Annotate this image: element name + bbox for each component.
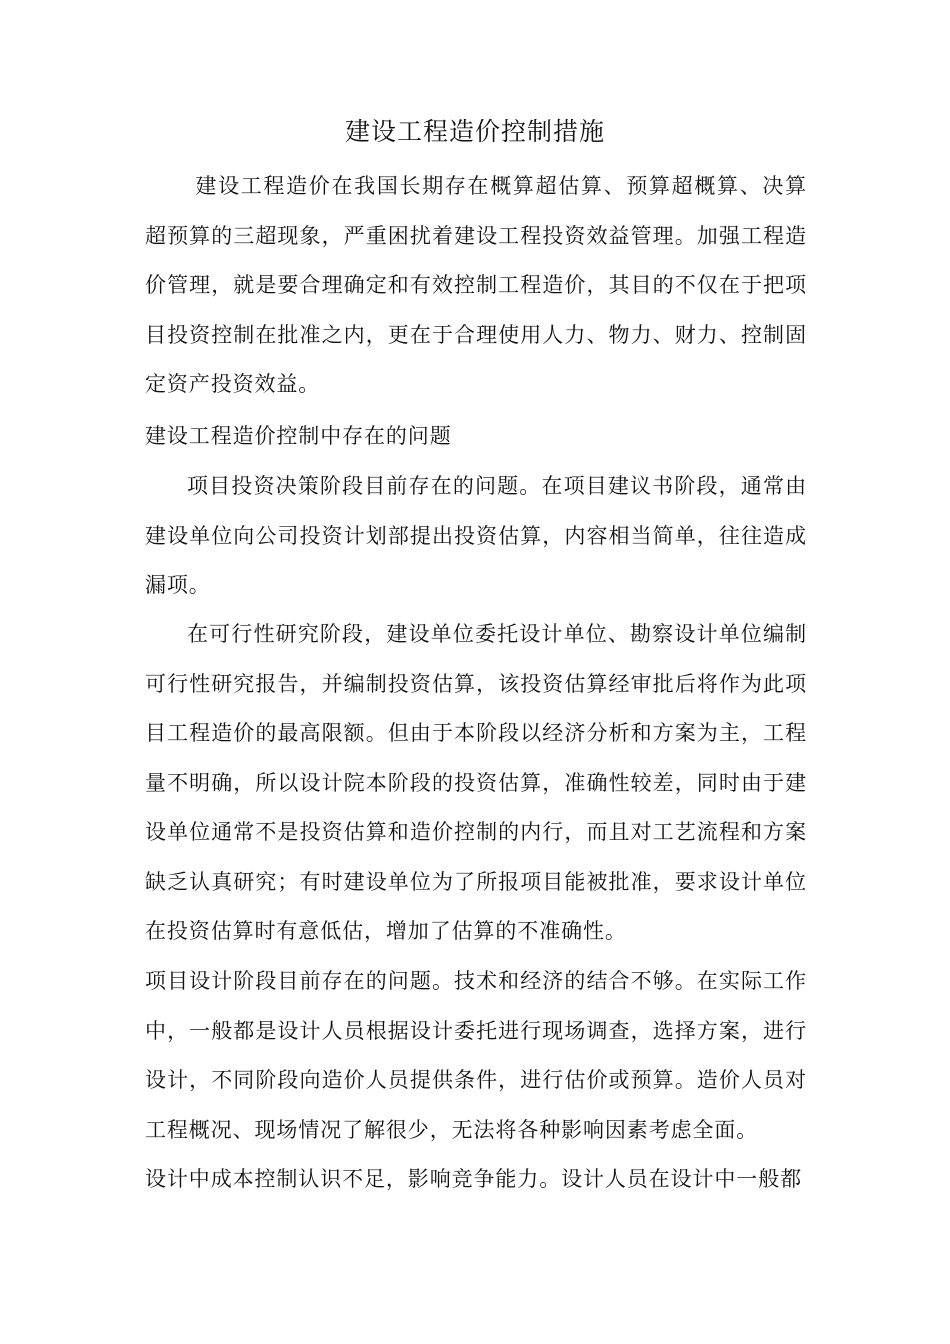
feasibility-stage-paragraph: 在可行性研究阶段，建设单位委托设计单位、勘察设计单位编制可行性研究报告，并编制投资估算，该投资估算经审批后将作为此项目工程造价的最高限额。但由于本阶段以经济分析和方案为主，工程量不明确，所以设计院本阶段的投资估算，准确性较差，同时由于建设单位通常不是投资估算和造价控制的内行，而且对工艺流程和方案缺乏认真研究；有时建设单位为了所报项目能被批准，要求设计单位在投资估算时有意低估，增加了估算的不准确性。 bbox=[145, 622, 807, 943]
intro-paragraph: 建设工程造价在我国长期存在概算超估算、预算超概算、决算超预算的三超现象，严重困扰着建设工程投资效益管理。加强工程造价管理，就是要合理确定和有效控制工程造价，其目的不仅在于把项目投资控制在批准之内，更在于合理使用人力、物力、财力、控制固定资产投资效益。 bbox=[145, 174, 807, 396]
design-stage-paragraph: 项目设计阶段目前存在的问题。技术和经济的结合不够。在实际工作中，一般都是设计人员根据设计委托进行现场调查，选择方案，进行设计，不同阶段向造价人员提供条件，进行估价或预算。造价人员对工程概况、现场情况了解很少，无法将各种影响因素考虑全面。 bbox=[145, 969, 807, 1142]
cost-control-paragraph: 设计中成本控制认识不足，影响竞争能力。设计人员在设计中一般都 bbox=[145, 1167, 802, 1191]
decision-stage-paragraph: 项目投资决策阶段目前存在的问题。在项目建议书阶段，通常由建设单位向公司投资计划部提出投资估算，内容相当简单，往往造成漏项。 bbox=[145, 474, 807, 597]
document-title: 建设工程造价控制措施 bbox=[344, 117, 605, 146]
section-heading: 建设工程造价控制中存在的问题 bbox=[145, 424, 452, 448]
